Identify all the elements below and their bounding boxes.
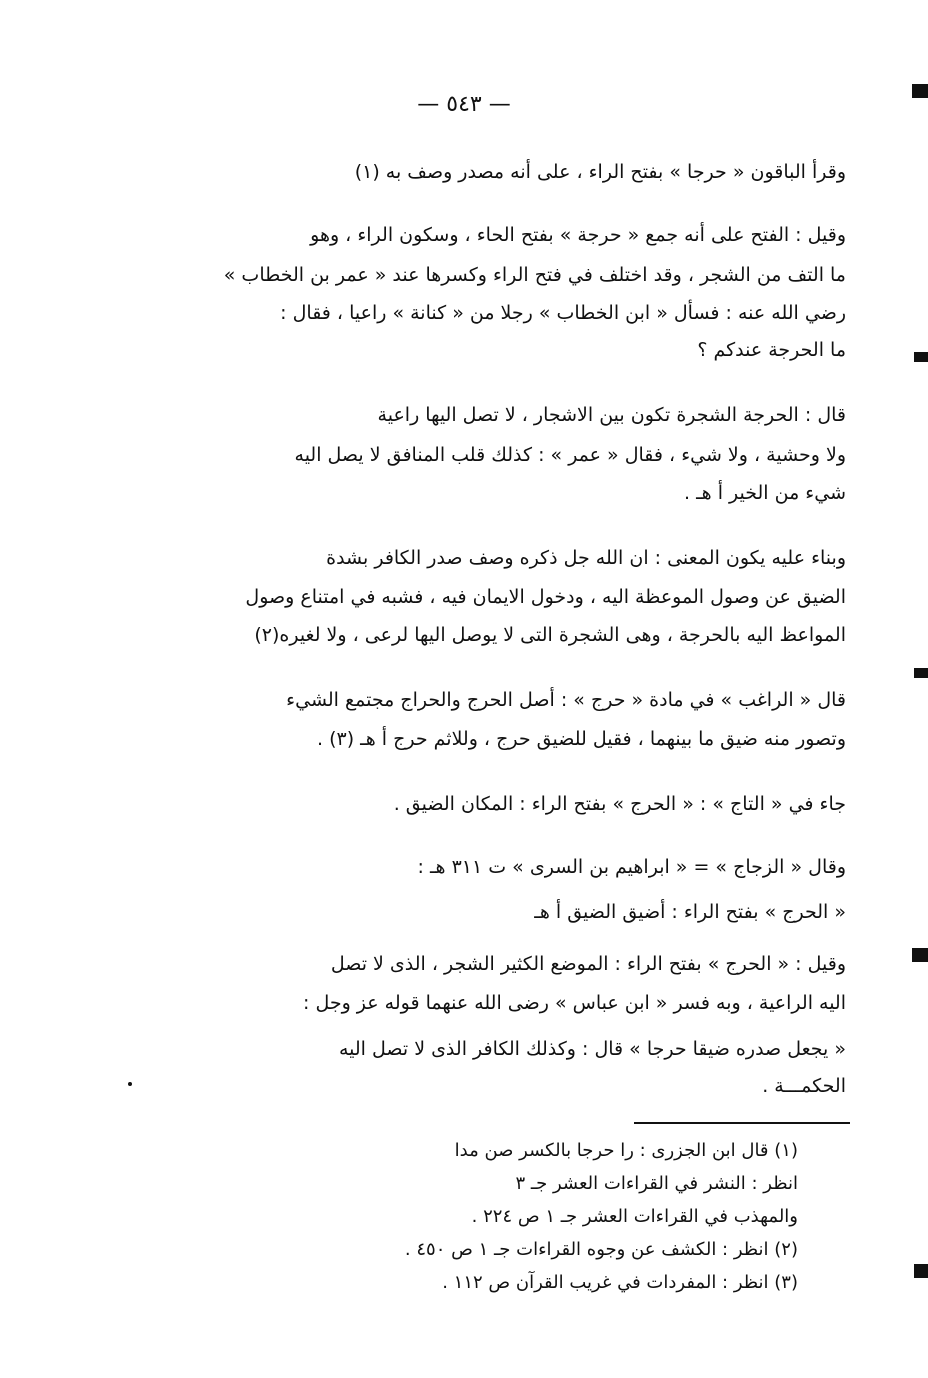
footnote-line: (١) قال ابن الجزرى : را حرجا بالكسر صن مدا — [454, 1140, 798, 1161]
footnote-line: والمهذب في القراءات العشر جـ ١ ص ٢٢٤ . — [471, 1206, 798, 1227]
scan-mark — [912, 948, 928, 962]
text-line: وقيل : « الحرج » بفتح الراء : الموضع الكثير الشجر ، الذى لا تصل — [330, 953, 846, 975]
footnote-line: انظر : النشر في القراءات العشر جـ ٣ — [515, 1173, 798, 1194]
footnote-divider — [634, 1122, 850, 1124]
text-line: رضي الله عنه : فسأل « ابن الخطاب » رجلا من « كنانة » راعيا ، فقال : — [280, 302, 846, 324]
text-line: وقال « الزجاج » = « ابراهيم بن السرى » ت ٣١١ هـ : — [417, 856, 846, 878]
scan-mark — [914, 352, 928, 362]
page-number: — ٥٤٣ — — [417, 92, 511, 117]
text-line: الحكمـــة . — [762, 1075, 846, 1097]
scan-mark — [914, 668, 928, 678]
text-line: « يجعل صدره ضيقا حرجا » قال : وكذلك الكافر الذى لا تصل اليه — [338, 1038, 846, 1060]
text-line: وقرأ الباقون « حرجا » بفتح الراء ، على أنه مصدر وصف به (١) — [354, 161, 846, 183]
text-line: اليه الراعية ، وبه فسر « ابن عباس » رضى الله عنهما قوله عز وجل : — [303, 992, 846, 1014]
text-line: وبناء عليه يكون المعنى : ان الله جل ذكره وصف صدر الكافر بشدة — [326, 547, 846, 569]
text-line: ما الحرجة عندكم ؟ — [697, 339, 846, 361]
text-line: قال « الراغب » في مادة « حرج » : أصل الحرج والحراج مجتمع الشيء — [286, 689, 846, 711]
scan-dot — [128, 1082, 132, 1086]
text-line: المواعظ اليه بالحرجة ، وهى الشجرة التى لا يوصل اليها لرعى ، ولا لغيره(٢) — [254, 624, 846, 646]
text-line: « الحرج » بفتح الراء : أضيق الضيق أ هـ — [534, 901, 846, 923]
text-line: وتصور منه ضيق ما بينهما ، فقيل للضيق حرج ، وللاثم حرج أ هـ (٣) . — [317, 728, 846, 750]
footnote-line: (٢) انظر : الكشف عن وجوه القراءات جـ ١ ص ٤٥٠ . — [404, 1239, 798, 1260]
text-line: جاء في « التاج » : « الحرج » بفتح الراء : المكان الضيق . — [393, 793, 846, 815]
footnote-line: (٣) انظر : المفردات في غريب القرآن ص ١١٢ . — [442, 1272, 798, 1293]
text-line: ولا وحشية ، ولا شيء ، فقال « عمر » : كذلك قلب المنافق لا يصل اليه — [294, 444, 846, 466]
text-line: قال : الحرجة الشجرة تكون بين الاشجار ، لا تصل اليها راعية — [377, 404, 846, 426]
text-line: الضيق عن وصول الموعظة اليه ، ودخول الايمان فيه ، فشبه في امتناع وصول — [245, 586, 846, 608]
scan-mark — [914, 1264, 928, 1278]
text-line: ما التف من الشجر ، وقد اختلف في فتح الراء وكسرها عند « عمر بن الخطاب » — [223, 264, 846, 286]
scan-mark — [912, 84, 928, 98]
text-line: وقيل : الفتح على أنه جمع « حرجة » بفتح الحاء ، وسكون الراء ، وهو — [310, 224, 846, 246]
text-line: شيء من الخير أ هـ . — [684, 482, 846, 504]
